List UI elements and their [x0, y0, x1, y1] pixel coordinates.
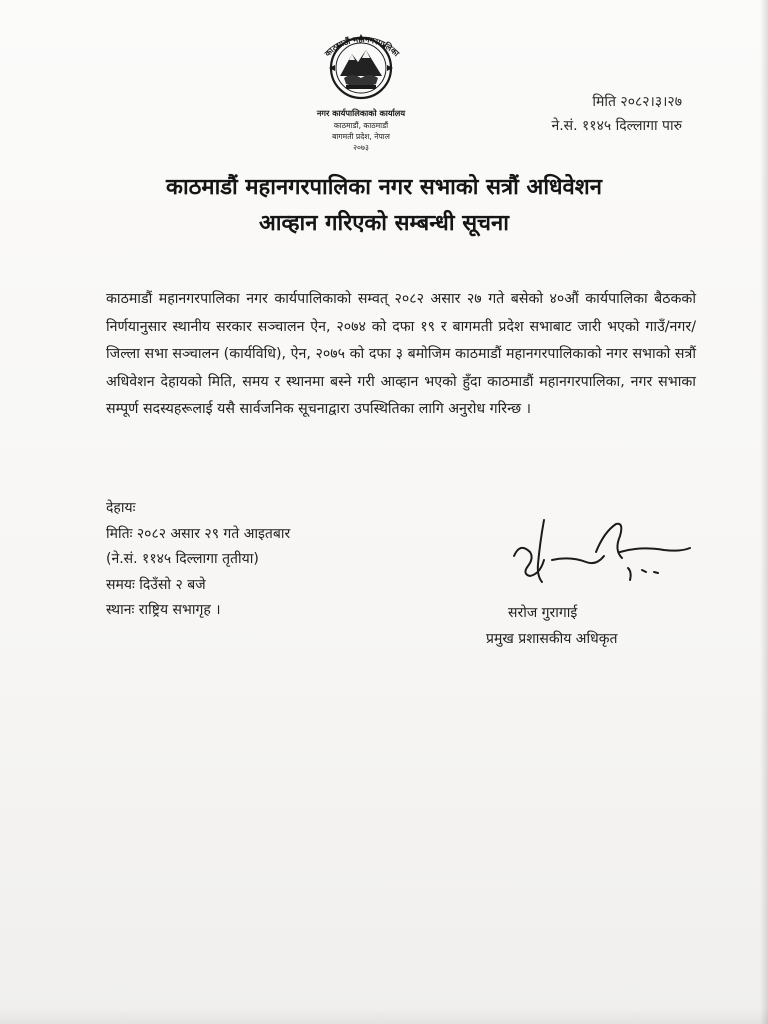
details-venue: स्थानः राष्ट्रिय सभागृह । [106, 602, 221, 618]
details-date: मितिः २०८२ असार २९ गते आइतबार [106, 525, 291, 542]
signatory-name: सरोज गुरागाई [508, 605, 578, 621]
schedule-details [106, 496, 290, 624]
details-time: समयः दिउँसो २ बजे [106, 576, 206, 593]
handwritten-signature [500, 512, 700, 592]
notice-title [60, 170, 708, 242]
notice-title-line-1: काठमाडौं महानगरपालिका नगर सभाको सत्रौं अधिवेशन [166, 175, 602, 200]
reference-block [551, 90, 682, 138]
signatory-block [486, 600, 686, 652]
emblem-line-3: काठमाडौं, काठमाडौं [333, 121, 389, 130]
notice-title-line-2: आव्हान गरिएको सम्बन्धी सूचना [259, 211, 509, 236]
emblem-line-4: बागमती प्रदेश, नेपाल [332, 132, 390, 141]
municipality-emblem [296, 28, 426, 168]
page-right-shadow [760, 0, 768, 1024]
mountain-icon [340, 50, 382, 76]
reference-ns-date: ने.सं. ११४५ दिल्लागा पारु [551, 118, 682, 134]
notice-body: काठमाडौं महानगरपालिका नगर कार्यपालिकाको सम्वत् २०८२ असार २७ गते बसेको ४०औं कार्यपालिका बैठकको निर्णयानुसार स्थानीय सरकार सञ्चालन ऐन, २०७४ को दफा १९ र बागमती प्रदेश सभाबाट जारी भएको गाउँ/नगर/जिल्ला सभा सञ्चालन (कार्यविधि), ऐन, २०७५ को दफा ३ बमोजिम काठमाडौं महानगरपालिकाको नगर सभाको सत्रौं अधिवेशन देहायको मिति, समय र स्थानमा बस्ने गरी आव्हान भएको हुँदा काठमाडौं महानगरपालिका, नगर सभाका सम्पूर्ण सदस्यहरूलाई यसै सार्वजनिक सूचनाद्वारा उपस्थितिका लागि अनुरोध गरिन्छ । [106, 291, 696, 418]
emblem-arc-text-1: काठमाडौं महानगरपालिका [322, 33, 402, 59]
details-heading: देहायः [106, 500, 136, 516]
emblem-year: २०७३ [353, 143, 369, 152]
signatory-designation: प्रमुख प्रशासकीय अधिकृत [486, 631, 618, 647]
page-bottom-edge [0, 1008, 768, 1024]
details-ns-date: (ने.सं. ११४५ दिल्लागा तृतीया) [106, 551, 259, 567]
reference-date: मिति २०८२।३।२७ [592, 94, 682, 110]
emblem-arc-text-2: नगर कार्यपालिकाको कार्यालय [316, 108, 406, 118]
